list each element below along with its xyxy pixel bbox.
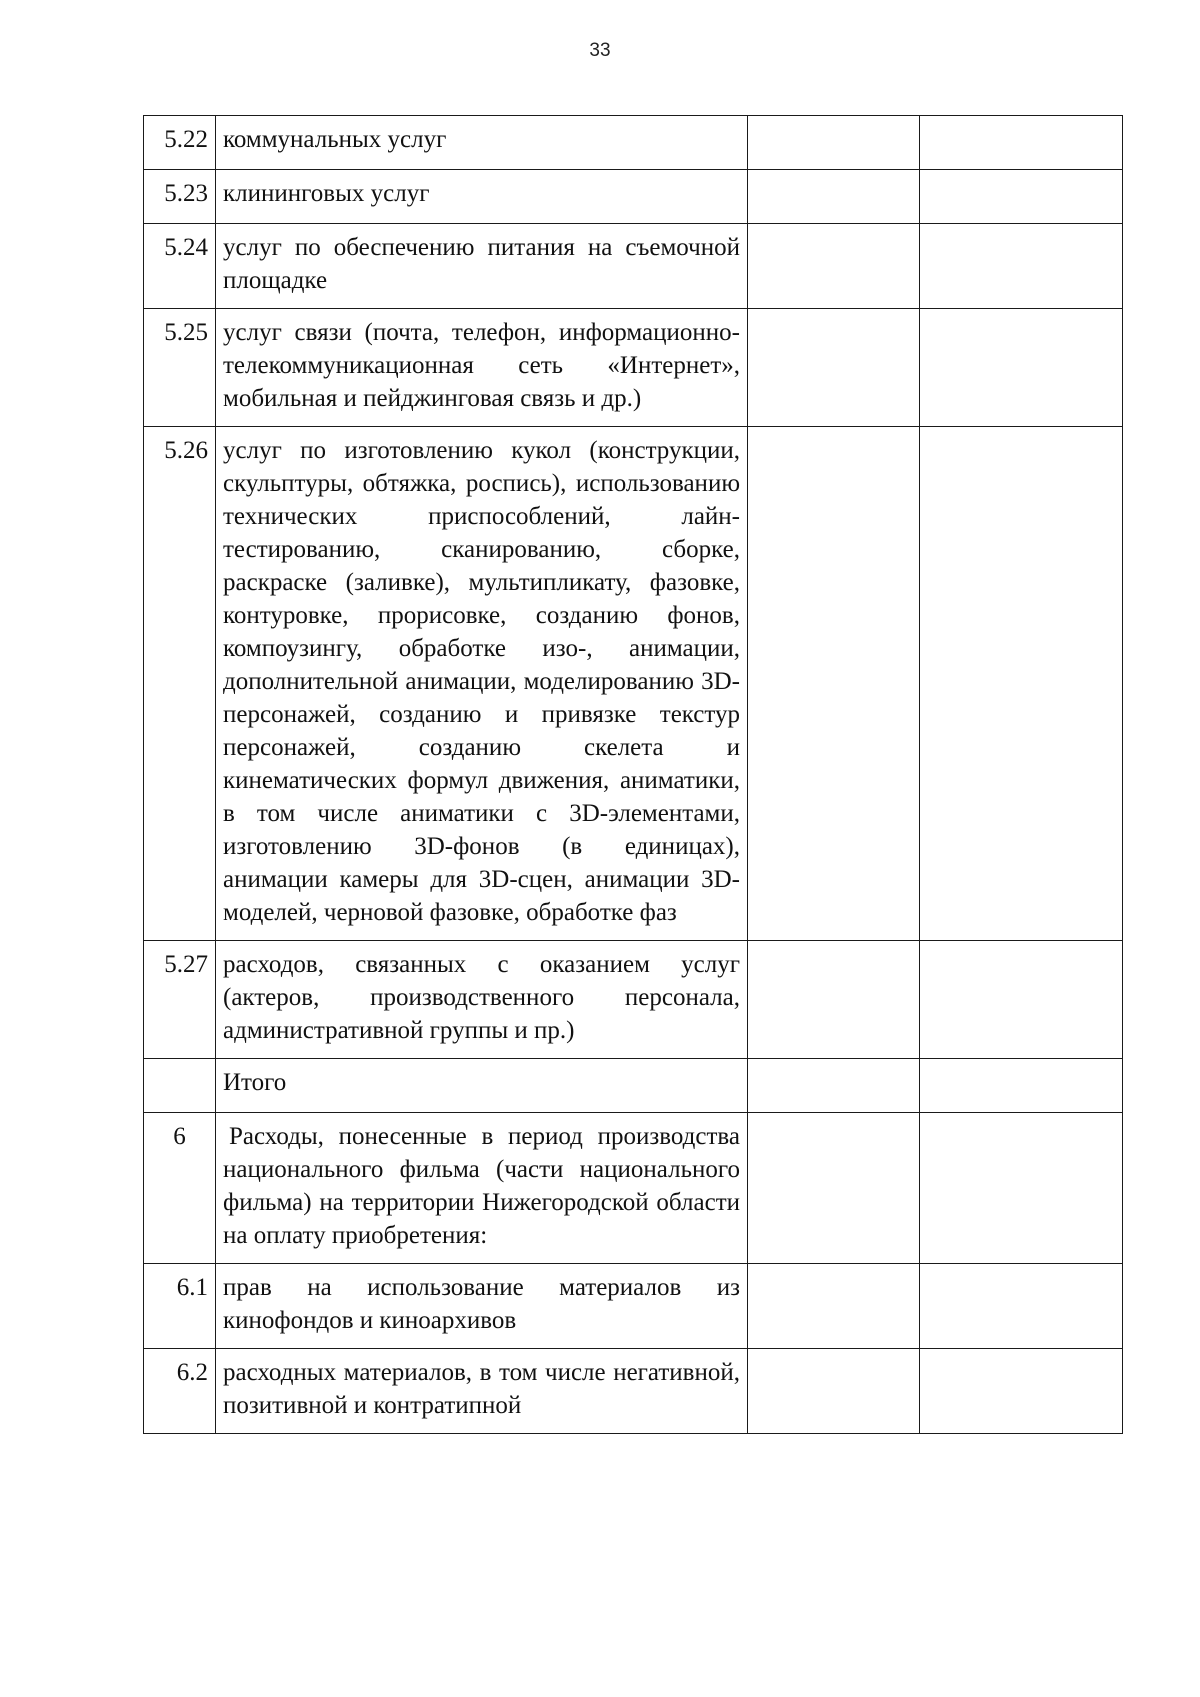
row-cell-col3 [748,224,920,309]
row-cell-col4 [920,427,1123,941]
row-cell-col4 [920,1264,1123,1349]
row-cell-col3 [748,427,920,941]
row-description: коммунальных услуг [216,116,748,170]
table-row [144,1264,1123,1349]
row-description-section: Расходы, понесенные в период производства национального фильма (части национального фильма) на территории Нижегородской области на оплату приобретения: [216,1113,748,1264]
row-number: 5.26 [144,427,216,941]
row-number: 5.27 [144,941,216,1059]
row-description: услуг по обеспечению питания на съемочной площадке [216,224,748,309]
row-cell-col4 [920,309,1123,427]
row-cell-col4 [920,224,1123,309]
row-description: клининговых услуг [216,170,748,224]
table-row-section [144,1113,1123,1264]
row-number: 6.2 [144,1349,216,1434]
row-cell-col3 [748,941,920,1059]
row-number: 5.24 [144,224,216,309]
table-row [144,170,1123,224]
row-cell-col4 [920,1349,1123,1434]
row-number: 5.22 [144,116,216,170]
table-row [144,309,1123,427]
table-row [144,427,1123,941]
row-cell-col3 [748,170,920,224]
table-row-total [144,1059,1123,1113]
row-number: 5.25 [144,309,216,427]
row-description-total: Итого [216,1059,748,1113]
row-number: 6 [144,1113,216,1264]
row-cell-col4 [920,1113,1123,1264]
row-cell-col3 [748,1113,920,1264]
row-cell-col4 [920,116,1123,170]
row-description: прав на использование материалов из кинофондов и киноархивов [216,1264,748,1349]
row-cell-col3 [748,116,920,170]
row-number: 5.23 [144,170,216,224]
row-cell-col3 [748,1059,920,1113]
table-row [144,224,1123,309]
row-cell-col3 [748,1264,920,1349]
row-number: 6.1 [144,1264,216,1349]
expense-table [143,115,1123,1434]
page-number: 33 [589,40,611,61]
table-row [144,116,1123,170]
row-cell-col4 [920,941,1123,1059]
row-number [144,1059,216,1113]
row-cell-col4 [920,170,1123,224]
row-cell-col3 [748,1349,920,1434]
row-description: услуг связи (почта, телефон, информационно-телекоммуникационная сеть «Интернет», мобильная и пейджинговая связь и др.) [216,309,748,427]
row-description: расходов, связанных с оказанием услуг (актеров, производственного персонала, административной группы и пр.) [216,941,748,1059]
row-cell-col4 [920,1059,1123,1113]
table-row [144,1349,1123,1434]
table-row [144,941,1123,1059]
row-description: расходных материалов, в том числе негативной, позитивной и контратипной [216,1349,748,1434]
row-description: услуг по изготовлению кукол (конструкции, скульптуры, обтяжка, роспись), использованию технических приспособлений, лайн-тестированию, сканированию, сборке, раскраске (заливке), мультипликату, фазовке, контуровке, прорисовке, созданию фонов, компоузингу, обработке изо-, анимации, дополнительной анимации, моделированию 3D-персонажей, созданию и привязке текстур персонажей, созданию скелета и кинематических формул движения, аниматики, в том числе аниматики с 3D-элементами, изготовлению 3D-фонов (в единицах), анимации камеры для 3D-сцен, анимации 3D-моделей, черновой фазовке, обработке фаз [216,427,748,941]
row-cell-col3 [748,309,920,427]
